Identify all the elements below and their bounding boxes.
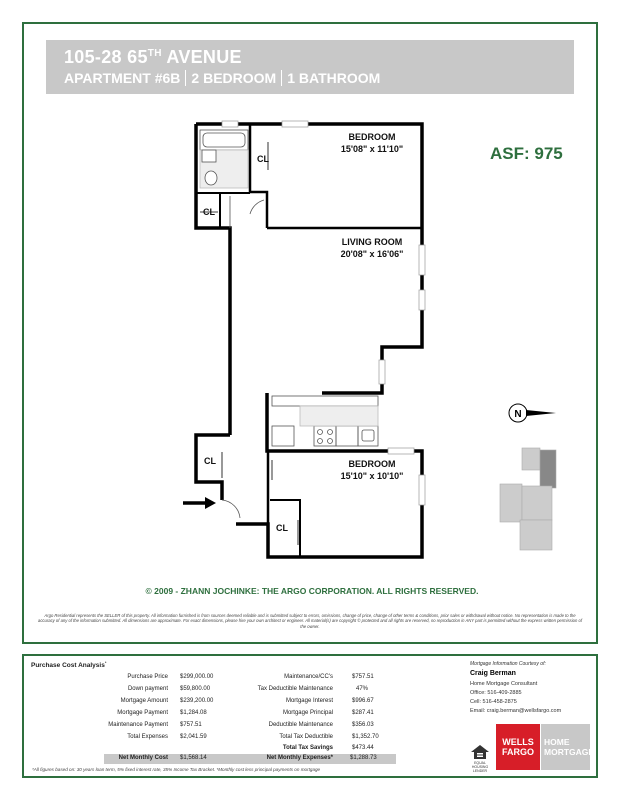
- row-label: Total Tax Savings: [282, 745, 333, 751]
- apartment-subtitle: APARTMENT #6B 2 BEDROOM 1 BATHROOM: [64, 70, 381, 86]
- row-value: $2,041.59: [180, 734, 207, 740]
- equal-housing-lender-icon: [470, 744, 490, 773]
- home-mortgage-logo: HOME MORTGAGE: [541, 724, 590, 770]
- disclaimer-text: Argo Residential represents the SELLER of this property. All information furnished is from sources deemed reliable and is submitted subject to errors, omissions, change of price, change of other terms & conditions, prior sales or withdrawal without notice. No representation is made to the accuracy of any of the information submitted. All dimensions are approximate. For exact dimensions, please hire your own architect or engineer. All material(s) are copyright © protected and all rights are reserved, no reproduction in ANY part is permitted without the express written permission of the owner.: [38, 613, 582, 629]
- row-value: $1,352.70: [352, 734, 379, 740]
- row-label: Mortgage Payment: [117, 710, 168, 716]
- row-value: $287.41: [352, 710, 374, 716]
- row-label: Purchase Price: [127, 674, 168, 680]
- row-label: Mortgage Interest: [285, 698, 333, 704]
- compass-icon: [509, 404, 556, 422]
- net-cost-label: Net Monthly Cost: [118, 755, 168, 761]
- row-label: Total Tax Deductible: [279, 734, 333, 740]
- closet-label: CL: [203, 207, 215, 217]
- address-title: 105-28 65TH AVENUE: [64, 47, 242, 67]
- courtesy-text: Mortgage Information Courtesy of:: [470, 661, 546, 667]
- ehl-label: EQUAL HOUSING LENDER: [471, 761, 489, 773]
- consultant-title: Home Mortgage Consultant: [470, 681, 538, 687]
- row-label: Mortgage Amount: [120, 698, 168, 704]
- cell-phone: Cell: 516-458-2875: [470, 699, 517, 705]
- office-phone: Office: 516-409-2885: [470, 690, 522, 696]
- row-label: Maintenance Payment: [108, 722, 168, 728]
- svg-text:N: N: [514, 409, 522, 420]
- net-expenses-label: Net Monthly Expenses*: [266, 755, 333, 761]
- row-label: Total Expenses: [127, 734, 168, 740]
- living-room-label: LIVING ROOM 20'08" x 16'06": [340, 237, 404, 259]
- row-label: Down payment: [127, 686, 168, 692]
- row-value: $757.51: [352, 674, 374, 680]
- row-value: $757.51: [180, 722, 202, 728]
- row-value: $59,800.00: [180, 686, 211, 692]
- bedroom1-label: BEDROOM 15'08" x 11'10": [340, 132, 404, 154]
- purchase-analysis-title: Purchase Cost Analysis*: [31, 660, 107, 670]
- row-value: $239,200.00: [180, 698, 214, 704]
- row-value: 47%: [356, 686, 369, 692]
- net-cost-value: $1,568.14: [180, 755, 207, 761]
- consultant-name: Craig Berman: [470, 670, 516, 677]
- closet-label: CL: [276, 523, 288, 533]
- building-locator-icon: [500, 448, 556, 550]
- row-label: Tax Deductible Maintenance: [257, 686, 333, 692]
- row-label: Maintenance/CC's: [284, 674, 333, 680]
- purchase-footnote: *All figures based on: 30 years loan term, 5% fixed interest rate, 35% Income Tax Bracket. *Monthly cost less principal payments on mortgage: [32, 767, 321, 772]
- closet-label: CL: [204, 456, 216, 466]
- email-link[interactable]: Email: craig.berman@wellsfargo.com: [470, 708, 562, 714]
- row-value: $473.44: [352, 745, 374, 751]
- row-value: $356.03: [352, 722, 374, 728]
- row-value: $1,284.08: [180, 710, 207, 716]
- row-label: Mortgage Principal: [282, 710, 333, 716]
- net-expenses-value: $1,288.73: [350, 755, 377, 761]
- row-value: $299,000.00: [180, 674, 214, 680]
- bedroom2-label: BEDROOM 15'10" x 10'10": [340, 459, 404, 481]
- asf-label: ASF: 975: [490, 144, 563, 163]
- copyright-notice: © 2009 - ZHANN JOCHINKE: THE ARGO CORPORATION. ALL RIGHTS RESERVED.: [145, 586, 479, 596]
- row-value: $996.67: [352, 698, 374, 704]
- wells-fargo-logo: WELLS FARGO: [496, 724, 540, 770]
- row-label: Deductible Maintenance: [268, 722, 333, 728]
- closet-label: CL: [257, 154, 269, 164]
